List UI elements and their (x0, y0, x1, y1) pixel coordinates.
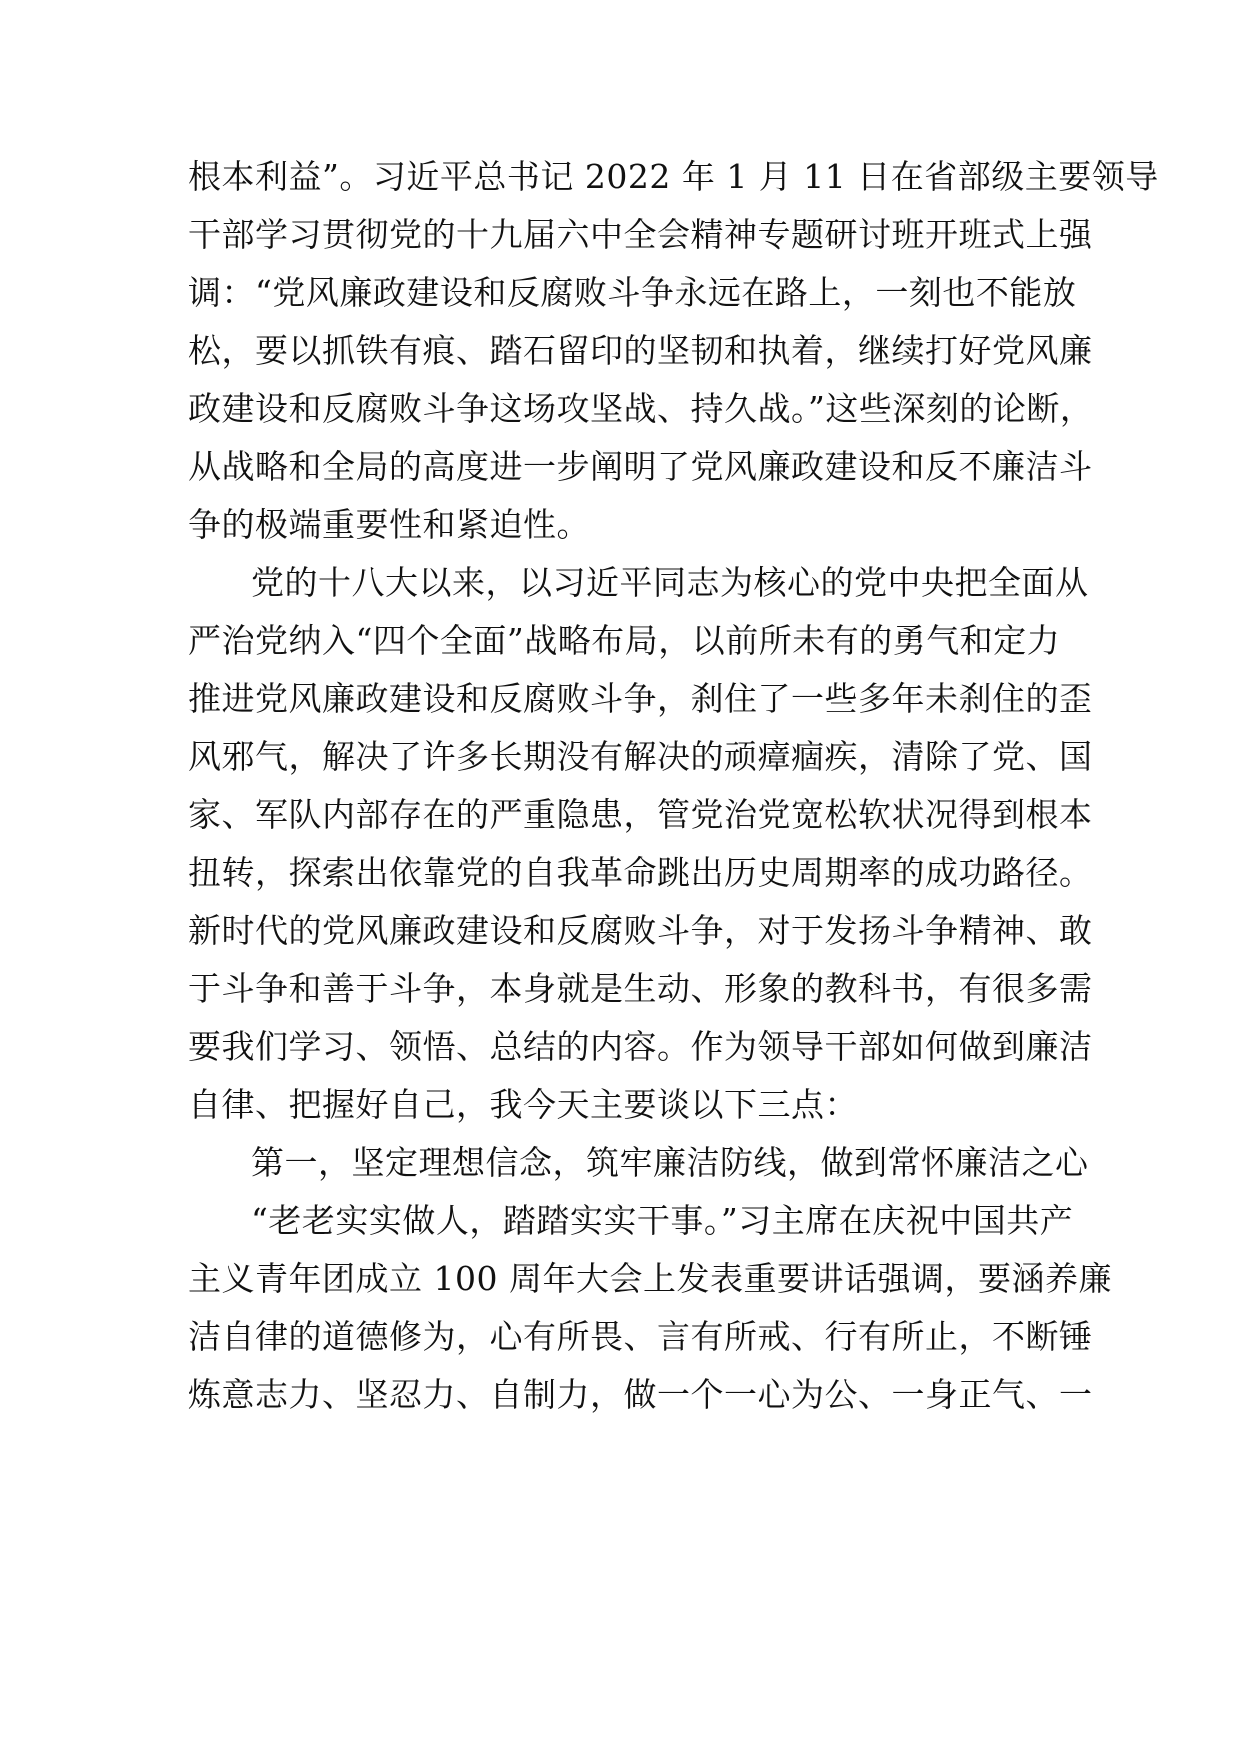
text-line: 调：“党风廉政建设和反腐败斗争永远在路上，一刻也不能放 (188, 273, 1077, 312)
text-line: 家、军队内部存在的严重隐患，管党治党宽松软状况得到根本 (188, 795, 1093, 834)
paragraph-start-line: “老老实实做人，踏踏实实干事。”习主席在庆祝中国共产 (251, 1201, 1074, 1240)
text-line: 风邪气，解决了许多长期没有解决的顽瘴痼疾，清除了党、国 (188, 737, 1093, 776)
text-line: 根本利益”。习近平总书记 2022 年 1 月 11 日在省部级主要领导 (188, 157, 1159, 196)
text-line: 新时代的党风廉政建设和反腐败斗争，对于发扬斗争精神、敢 (188, 911, 1093, 950)
text-line: 洁自律的道德修为，心有所畏、言有所戒、行有所止，不断锤 (188, 1317, 1093, 1356)
text-line: 政建设和反腐败斗争这场攻坚战、持久战。”这些深刻的论断， (188, 389, 1094, 428)
text-line: 主义青年团成立 100 周年大会上发表重要讲话强调，要涵养廉 (188, 1259, 1112, 1298)
text-line: 严治党纳入“四个全面”战略布局，以前所未有的勇气和定力 (188, 621, 1061, 660)
section-heading-line: 第一，坚定理想信念，筑牢廉洁防线，做到常怀廉洁之心 (251, 1143, 1089, 1182)
text-line: 争的极端重要性和紧迫性。 (188, 505, 590, 544)
text-line: 自律、把握好自己，我今天主要谈以下三点： (188, 1085, 858, 1124)
text-line: 从战略和全局的高度进一步阐明了党风廉政建设和反不廉洁斗 (188, 447, 1093, 486)
text-line: 推进党风廉政建设和反腐败斗争，刹住了一些多年未刹住的歪 (188, 679, 1093, 718)
text-line: 松，要以抓铁有痕、踏石留印的坚韧和执着，继续打好党风廉 (188, 331, 1093, 370)
paragraph-start-line: 党的十八大以来，以习近平同志为核心的党中央把全面从 (251, 563, 1089, 602)
text-line: 炼意志力、坚忍力、自制力，做一个一心为公、一身正气、一 (188, 1375, 1093, 1414)
text-line: 要我们学习、领悟、总结的内容。作为领导干部如何做到廉洁 (188, 1027, 1093, 1066)
text-line: 于斗争和善于斗争，本身就是生动、形象的教科书，有很多需 (188, 969, 1093, 1008)
text-line: 扭转，探索出依靠党的自我革命跳出历史周期率的成功路径。 (188, 853, 1093, 892)
text-line: 干部学习贯彻党的十九届六中全会精神专题研讨班开班式上强 (188, 215, 1093, 254)
